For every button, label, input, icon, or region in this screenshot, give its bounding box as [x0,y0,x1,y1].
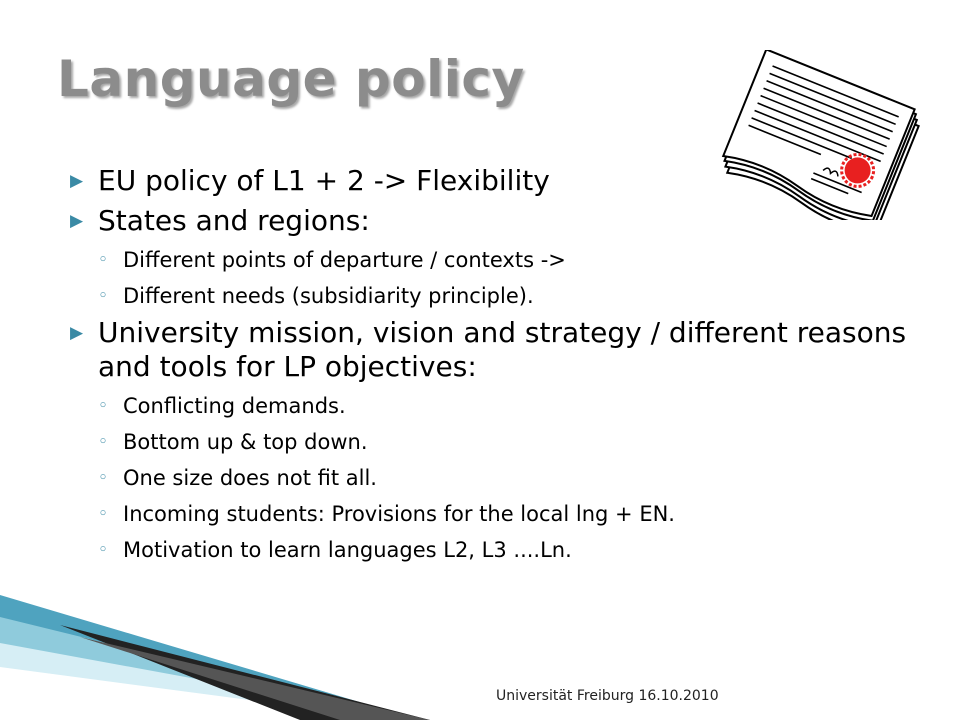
sub-bullet-text: Motivation to learn languages L2, L3 ....Ln. [123,538,572,562]
sub-bullet-text: Conflicting demands. [123,394,346,418]
bullet-circle-icon: ◦ [98,250,109,270]
bullet-arrow-icon: ▶ [70,211,84,231]
sub-bullet-text: Different needs (subsidiarity principle). [123,284,534,308]
sub-bullet-item [68,428,948,456]
bullet-circle-icon: ◦ [98,396,109,416]
bullet-item [68,164,948,198]
bullet-arrow-icon: ▶ [70,323,84,343]
bullet-circle-icon: ◦ [98,468,109,488]
sub-bullet-text: One size does not fit all. [123,466,377,490]
bullet-item [68,316,948,384]
bullet-text: States and regions: [98,204,370,237]
sub-bullet-item [68,282,948,310]
decorative-swoosh [0,595,960,720]
sub-bullet-item [68,464,948,492]
footer-text: Universität Freiburg 16.10.2010 [496,688,719,704]
sub-bullet-text: Different points of departure / contexts -> [123,248,566,272]
slide-title: Language policy [57,50,525,108]
bullet-item [68,204,948,238]
sub-bullet-item [68,536,948,564]
bullet-text: University mission, vision and strategy / different reasons and tools for LP objectives: [98,316,907,383]
bullet-circle-icon: ◦ [98,432,109,452]
sub-bullet-item [68,392,948,420]
bullet-text: EU policy of L1 + 2 -> Flexibility [98,164,550,197]
sub-bullet-item [68,246,948,274]
bullet-arrow-icon: ▶ [70,171,84,191]
bullet-circle-icon: ◦ [98,286,109,306]
sub-bullet-text: Incoming students: Provisions for the local lng + EN. [123,502,675,526]
sub-bullet-text: Bottom up & top down. [123,430,368,454]
bullet-list [68,158,948,564]
bullet-circle-icon: ◦ [98,504,109,524]
bullet-circle-icon: ◦ [98,540,109,560]
sub-bullet-item [68,500,948,528]
